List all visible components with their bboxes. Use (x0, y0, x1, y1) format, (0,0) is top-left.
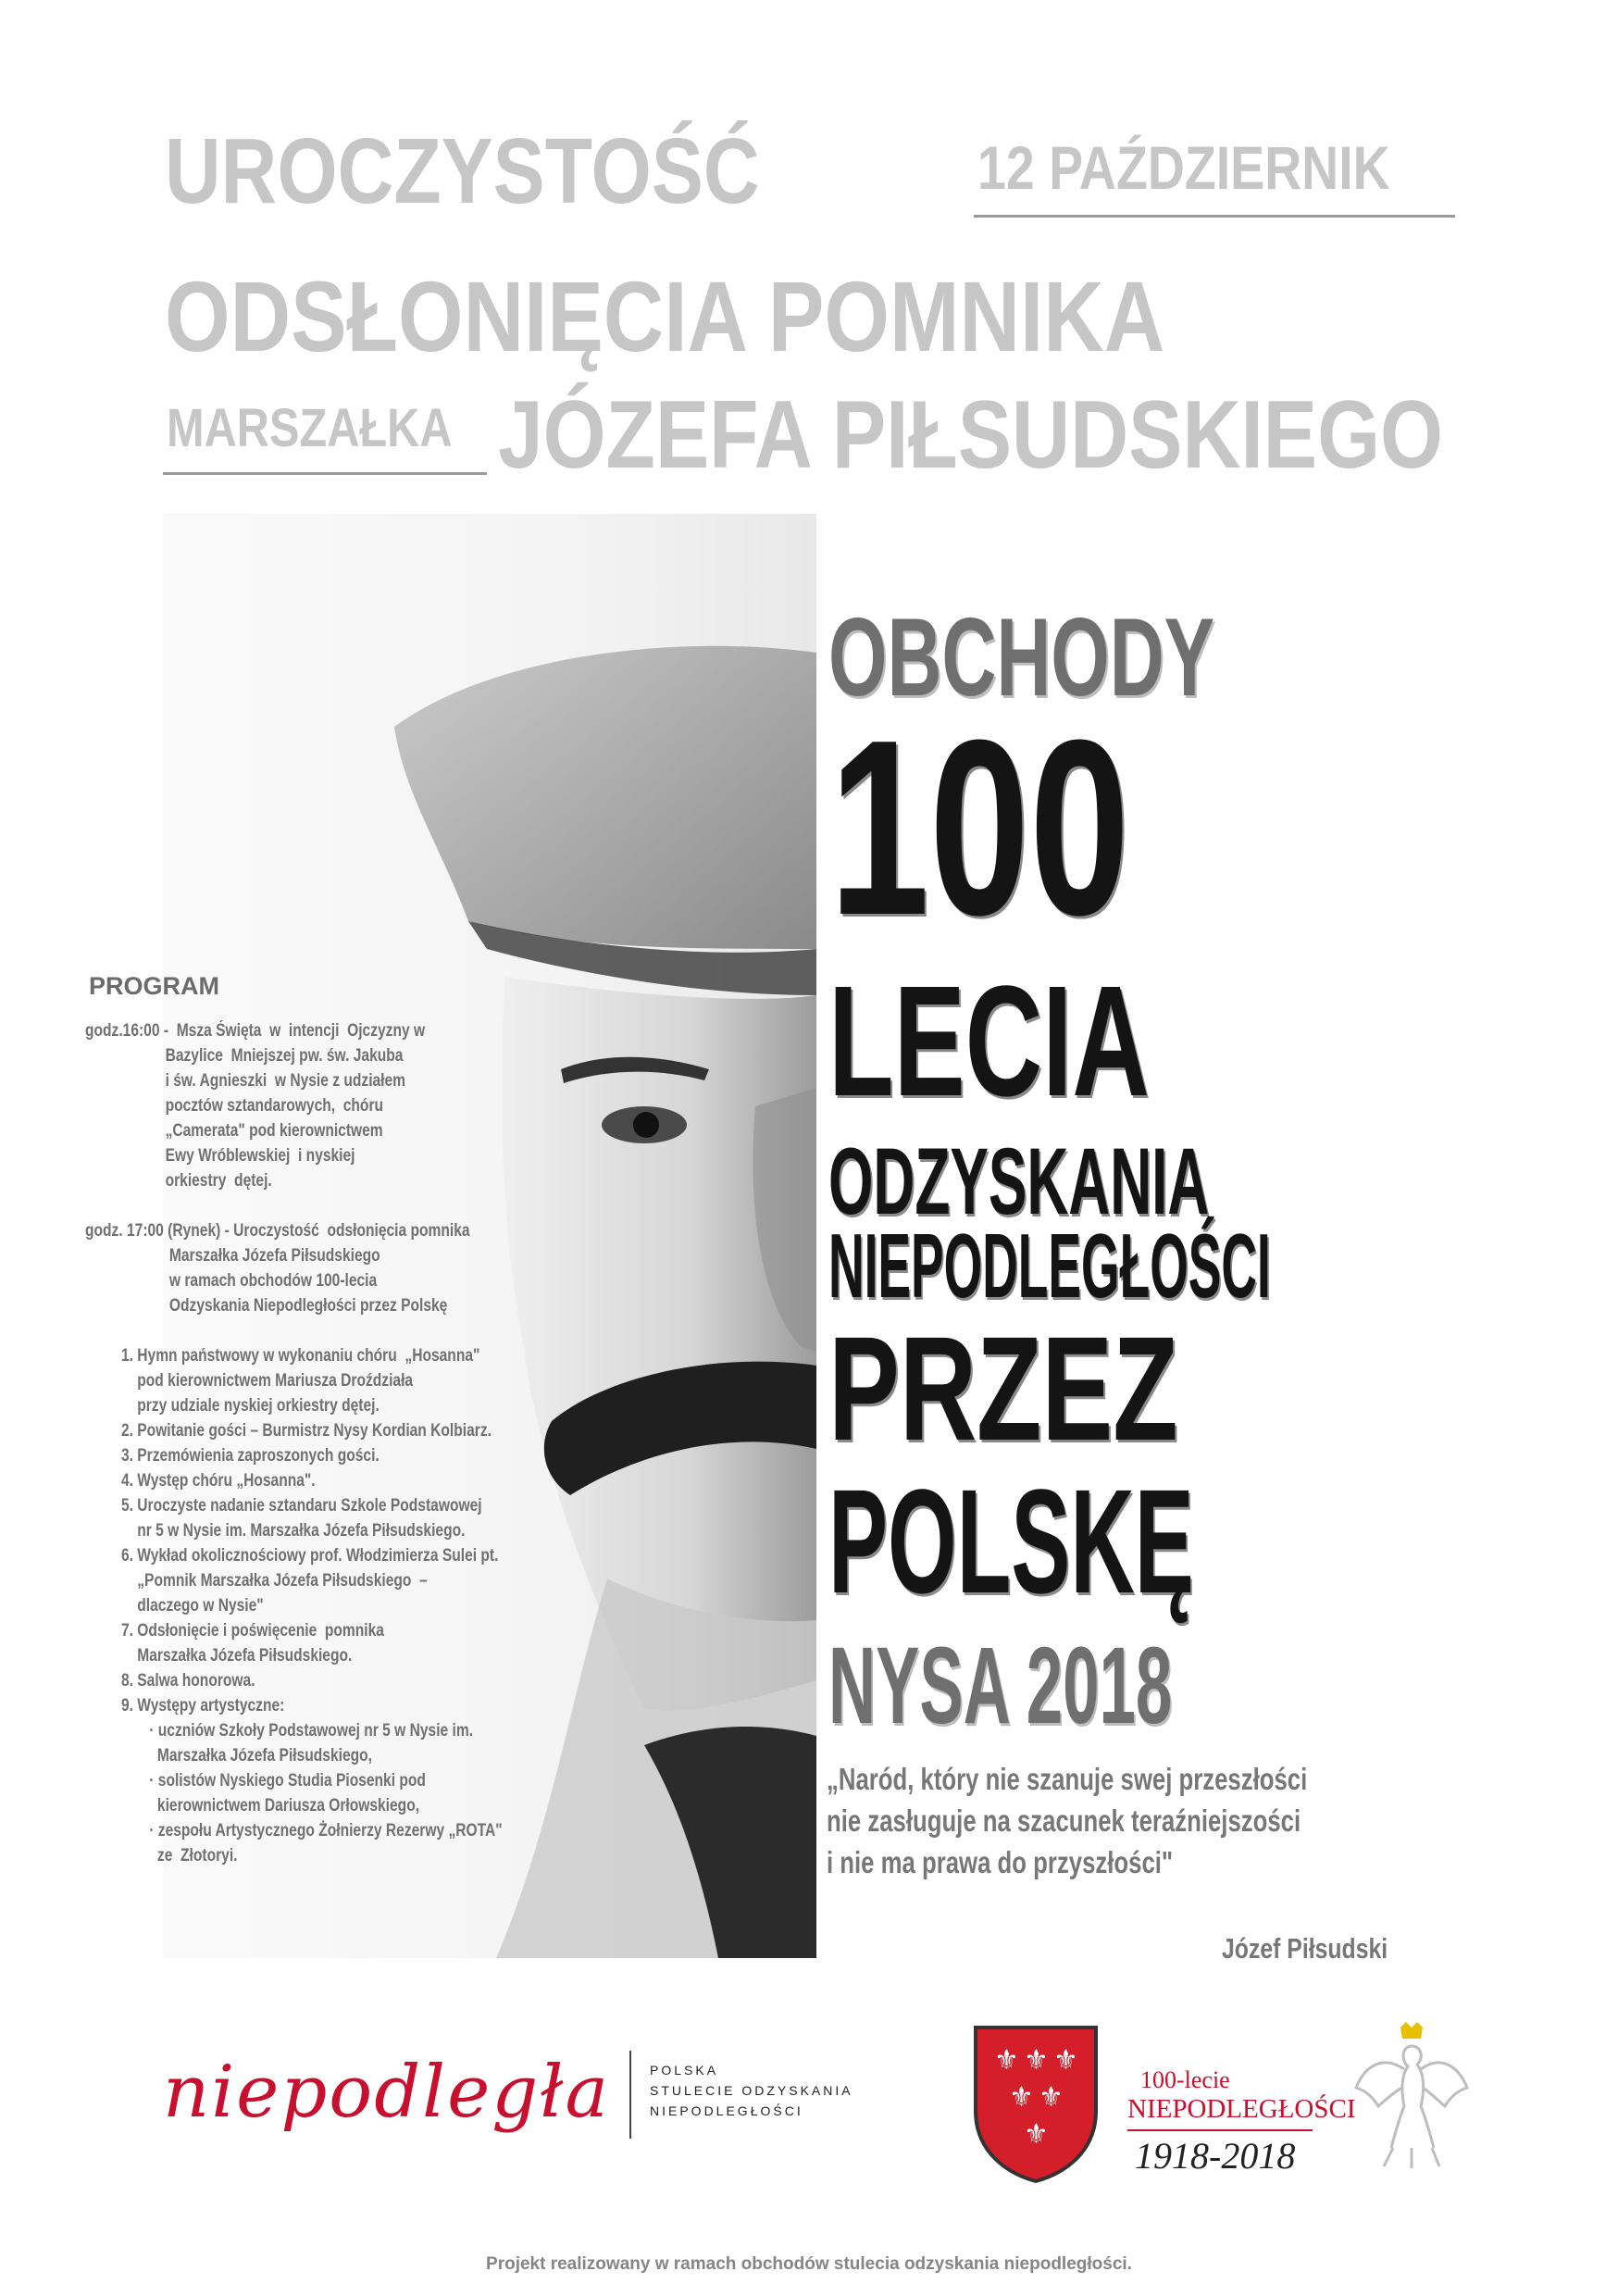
quote-line-3: i nie ma prawa do przyszłości" (827, 1845, 1174, 1879)
program-line: kierownictwem Dariusza Orłowskiego, (85, 1796, 420, 1816)
program-heading: PROGRAM (89, 972, 219, 1000)
footer-note: Projekt realizowany w ramach obchodów stulecia odzyskania niepodległości. (486, 2254, 1132, 2274)
program-line: godz. 17:00 (Rynek) - Uroczystość odsłonięcia pomnika (85, 1221, 470, 1241)
niepodlegla-logo: niepodległa (163, 2051, 610, 2134)
program-line: pocztów sztandarowych, chóru (85, 1096, 384, 1116)
rule-date (974, 215, 1455, 218)
quote-author: Józef Piłsudski (1222, 1932, 1388, 1965)
polska-logo-line-3: NIEPODLEGŁOŚCI (650, 2103, 803, 2118)
program-line (85, 1318, 503, 1343)
big-obchody: OBCHODY (828, 595, 1215, 719)
program-line: · solistów Nyskiego Studia Piosenki pod (85, 1771, 426, 1791)
white-eagle-icon (1347, 2018, 1476, 2176)
title-uroczystosc: UROCZYSTOŚĆ (165, 119, 760, 223)
quote-line-1: „Naród, który nie szanuje swej przeszłości (827, 1762, 1308, 1796)
program-line (85, 1193, 503, 1218)
polska-logo-line-1: POLSKA (650, 2063, 719, 2078)
program-line: Marszałka Józefa Piłsudskiego, (85, 1746, 372, 1766)
big-lecia: LECIA (828, 954, 1150, 1129)
program-line: i św. Agnieszki w Nysie z udziałem (85, 1071, 406, 1091)
polska-logo-line-2: STULECIE ODZYSKANIA (650, 2083, 853, 2098)
svg-text:⚜: ⚜ (1024, 2118, 1049, 2151)
program-line: pod kierownictwem Mariusza Droździała (85, 1371, 414, 1391)
title-date: 12 PAŹDZIERNIK (977, 133, 1390, 202)
program-line: 6. Wykład okolicznościowy prof. Włodzimierza Sulei pt. (85, 1546, 499, 1566)
lecie-logo-line-1: 100-lecie (1140, 2066, 1230, 2093)
svg-text:⚜: ⚜ (1024, 2044, 1049, 2077)
program-line: 3. Przemówienia zaproszonych gości. (85, 1446, 380, 1466)
program-line: przy udziale nyskiej orkiestry dętej. (85, 1396, 380, 1416)
program-line: orkiestry dętej. (85, 1171, 272, 1191)
title-jozefa: JÓZEFA PIŁSUDSKIEGO (498, 381, 1443, 489)
program-line: · zespołu Artystycznego Żołnierzy Rezerwy „ROTA" (85, 1821, 503, 1841)
rule-marszalka (163, 472, 487, 475)
lecie-logo-line-3: 1918-2018 (1135, 2135, 1296, 2177)
program-line: 2. Powitanie gości – Burmistrz Nysy Kordian Kolbiarz. (85, 1421, 492, 1441)
program-line: · uczniów Szkoły Podstawowej nr 5 w Nysie im. (85, 1721, 474, 1741)
program-line: Marszałka Józefa Piłsudskiego (85, 1246, 380, 1266)
program-line: 7. Odsłonięcie i poświęcenie pomnika (85, 1621, 384, 1641)
program-line: w ramach obchodów 100-lecia (85, 1271, 378, 1291)
program-line: 5. Uroczyste nadanie sztandaru Szkole Podstawowej (85, 1496, 482, 1516)
big-100: 100 (829, 689, 1130, 967)
title-marszalka: MARSZAŁKA (167, 398, 453, 458)
big-przez: PRZEZ (828, 1305, 1178, 1471)
program-list (85, 1018, 503, 1868)
program-line: „Camerata" pod kierownictwem (85, 1121, 383, 1141)
program-line: „Pomnik Marszałka Józefa Piłsudskiego – (85, 1571, 428, 1591)
lecie-logo-line-2: NIEPODLEGŁOŚCI (1127, 2094, 1356, 2124)
title-odslonieca: ODSŁONIĘCIA POMNIKA (165, 260, 1165, 372)
program-line: Bazylice Mniejszej pw. św. Jakuba (85, 1046, 404, 1066)
program-line: Ewy Wróblewskiej i nyskiej (85, 1146, 355, 1166)
program-line: Odzyskania Niepodległości przez Polskę (85, 1296, 448, 1316)
big-niepodleglosci: NIEPODLEGŁOŚCI (828, 1215, 1271, 1316)
quote-line-2: nie zasługuje na szacunek teraźniejszości (827, 1803, 1301, 1838)
program-line: Marszałka Józefa Piłsudskiego. (85, 1646, 353, 1666)
program-line: nr 5 w Nysie im. Marszałka Józefa Piłsudskiego. (85, 1521, 466, 1541)
lecie-logo-rule (1127, 2129, 1313, 2131)
program-line: 1. Hymn państwowy w wykonaniu chóru „Hosanna" (85, 1346, 480, 1366)
logo-divider (629, 2051, 631, 2139)
program-line: 8. Salwa honorowa. (85, 1671, 255, 1691)
svg-text:⚜: ⚜ (1053, 2044, 1078, 2077)
big-nysa: NYSA 2018 (828, 1625, 1173, 1747)
svg-text:⚜: ⚜ (1039, 2081, 1064, 2114)
program-line: 4. Występ chóru „Hosanna". (85, 1471, 316, 1491)
program-line: dlaczego w Nysie" (85, 1596, 264, 1616)
svg-text:⚜: ⚜ (1009, 2081, 1034, 2114)
svg-text:⚜: ⚜ (994, 2044, 1019, 2077)
big-odzyskania: ODZYSKANIA (828, 1129, 1210, 1234)
program-line: ze Złotoryi. (85, 1846, 238, 1866)
nysa-coat-of-arms-icon (966, 2018, 1105, 2185)
program-line: godz.16:00 - Msza Święta w intencji Ojczyzny w (85, 1021, 426, 1041)
big-polske: POLSKĘ (828, 1458, 1194, 1624)
program-line: 9. Występy artystyczne: (85, 1696, 285, 1716)
